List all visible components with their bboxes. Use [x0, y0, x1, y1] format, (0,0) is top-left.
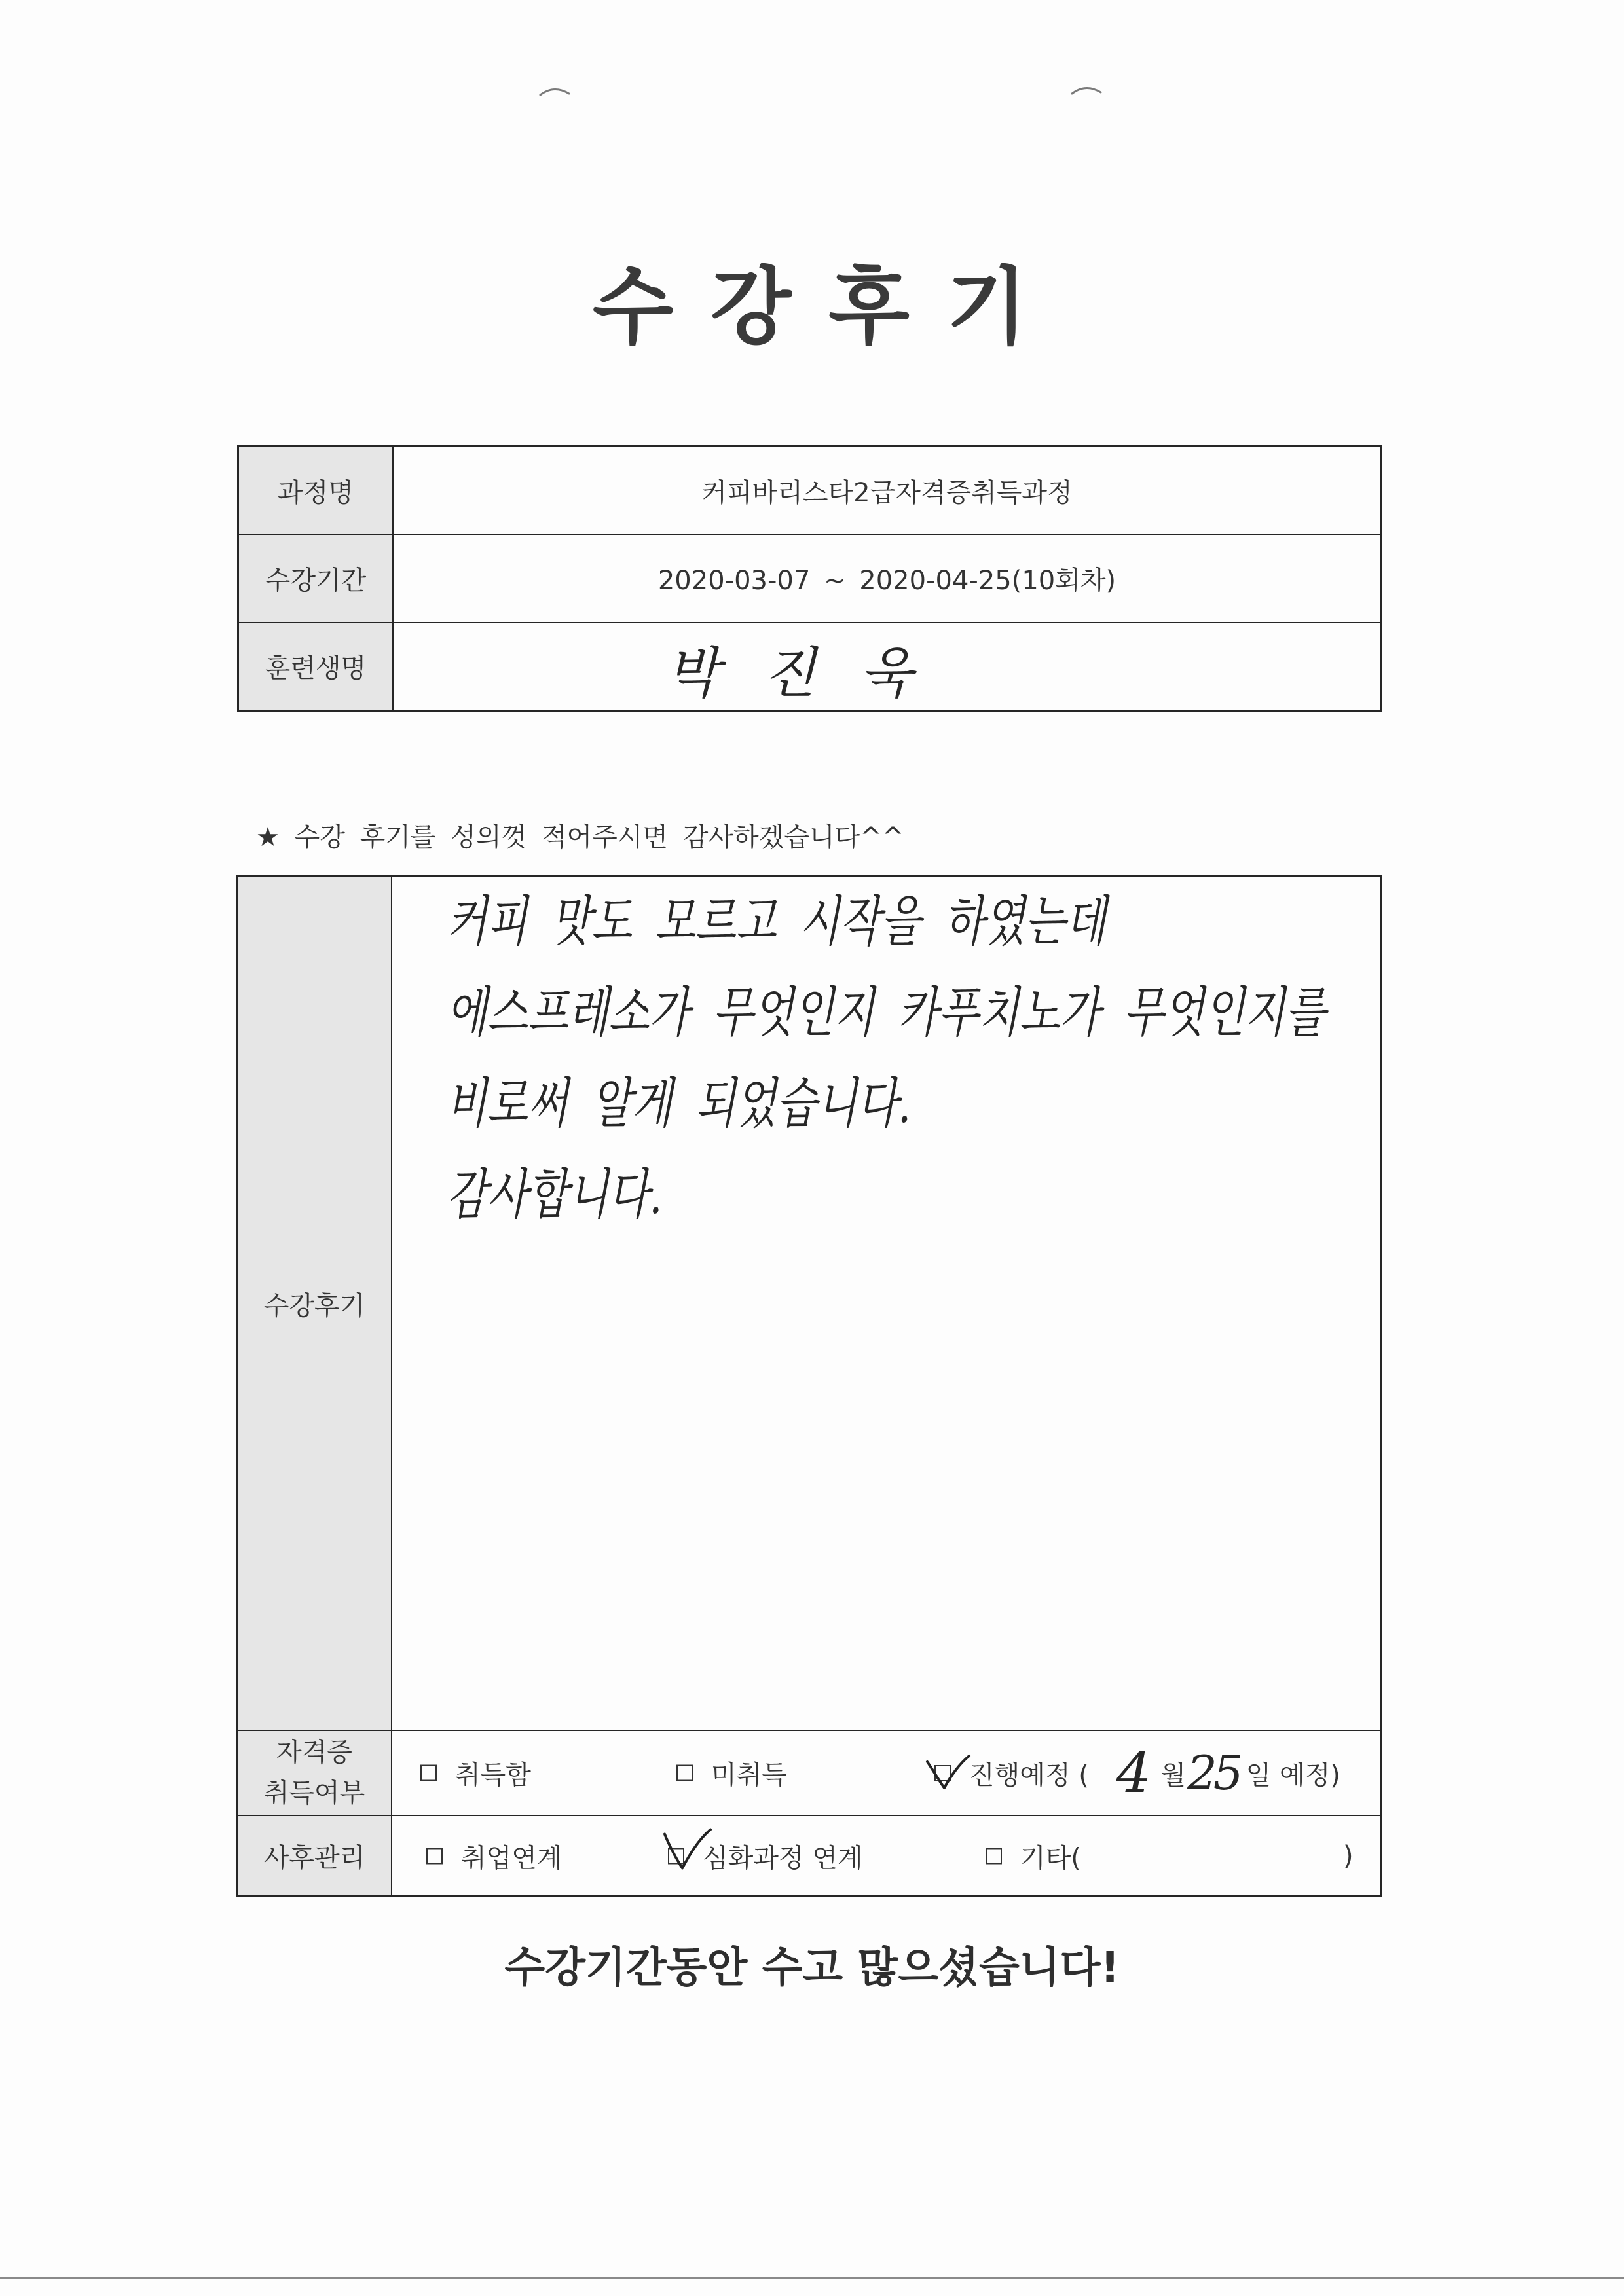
- followup-option-other: [986, 1837, 1081, 1874]
- month-unit: 월: [1160, 1760, 1186, 1791]
- followup-option-advanced-course: [668, 1837, 863, 1874]
- check-mark-icon: [669, 1849, 686, 1865]
- option-label: 진행예정 (: [969, 1760, 1089, 1791]
- course-info-table: [237, 445, 1382, 712]
- check-mark-icon: [936, 1766, 952, 1783]
- employment-checkbox: [426, 1848, 443, 1864]
- training-period-value: 2020-03-07 ~ 2020-04-25(10회차): [394, 535, 1380, 621]
- trainee-name-handwriting: 박 진 욱: [666, 640, 913, 705]
- certification-option-not-acquired: [676, 1755, 787, 1792]
- closing-message: 수강기간동안 수고 많으셨습니다!: [504, 1944, 1120, 1992]
- followup-option-employment: [426, 1837, 563, 1874]
- option-label: 취득함: [455, 1760, 531, 1791]
- review-line: 커피 맛도 모르고 시작을 하였는데: [447, 890, 1106, 954]
- punch-hole-mark: [1070, 82, 1103, 96]
- course-name-value: 커피바리스타2급자격증취득과정: [394, 447, 1380, 534]
- instruction-note: ★ 수강 후기를 성의껏 적어주시면 감사하겠습니다^^: [256, 822, 904, 852]
- option-label: 미취득: [711, 1760, 787, 1791]
- advanced-course-checkbox: [668, 1848, 684, 1864]
- in-progress-checkbox: [934, 1765, 951, 1781]
- training-period-label: 수강기간: [239, 535, 392, 621]
- review-label: 수강후기: [238, 877, 391, 1730]
- option-label: 심화과정 연계: [703, 1843, 863, 1873]
- punch-hole-mark: [538, 84, 571, 97]
- handwritten-day: 25: [1187, 1745, 1240, 1800]
- followup-options: [392, 1816, 1380, 1895]
- followup-label: 사후관리: [238, 1816, 391, 1895]
- document-title: 수 강 후 기: [592, 259, 1032, 356]
- day-suffix: 일 예정): [1246, 1760, 1340, 1791]
- trainee-name-cell: [394, 623, 1380, 710]
- trainee-name-label: 훈련생명: [239, 623, 392, 710]
- review-text-area: [392, 877, 1380, 1730]
- other-close-paren: ): [1343, 1840, 1354, 1871]
- review-handwriting: [447, 877, 1326, 1241]
- option-label: 기타(: [1020, 1843, 1081, 1873]
- option-label: 취업연계: [461, 1843, 563, 1873]
- review-line: 감사합니다.: [447, 1163, 663, 1227]
- not-acquired-checkbox: [676, 1765, 693, 1781]
- certification-label: [238, 1731, 391, 1815]
- certification-label-line: 취득여부: [263, 1778, 365, 1808]
- course-name-label: 과정명: [239, 447, 392, 534]
- certification-options: [392, 1731, 1380, 1815]
- review-line: 비로써 알게 되었습니다.: [447, 1072, 912, 1136]
- handwritten-month: 4: [1116, 1741, 1152, 1805]
- scan-edge-line: [0, 2277, 1624, 2279]
- certification-option-acquired: [420, 1755, 531, 1792]
- certification-option-in-progress: [934, 1741, 1340, 1805]
- acquired-checkbox: [420, 1765, 437, 1781]
- other-checkbox: [986, 1848, 1002, 1864]
- review-form-table: [236, 875, 1382, 1897]
- review-line: 에스프레소가 무엇인지 카푸치노가 무엇인지를: [447, 981, 1326, 1045]
- certification-label-line: 자격증: [276, 1738, 352, 1768]
